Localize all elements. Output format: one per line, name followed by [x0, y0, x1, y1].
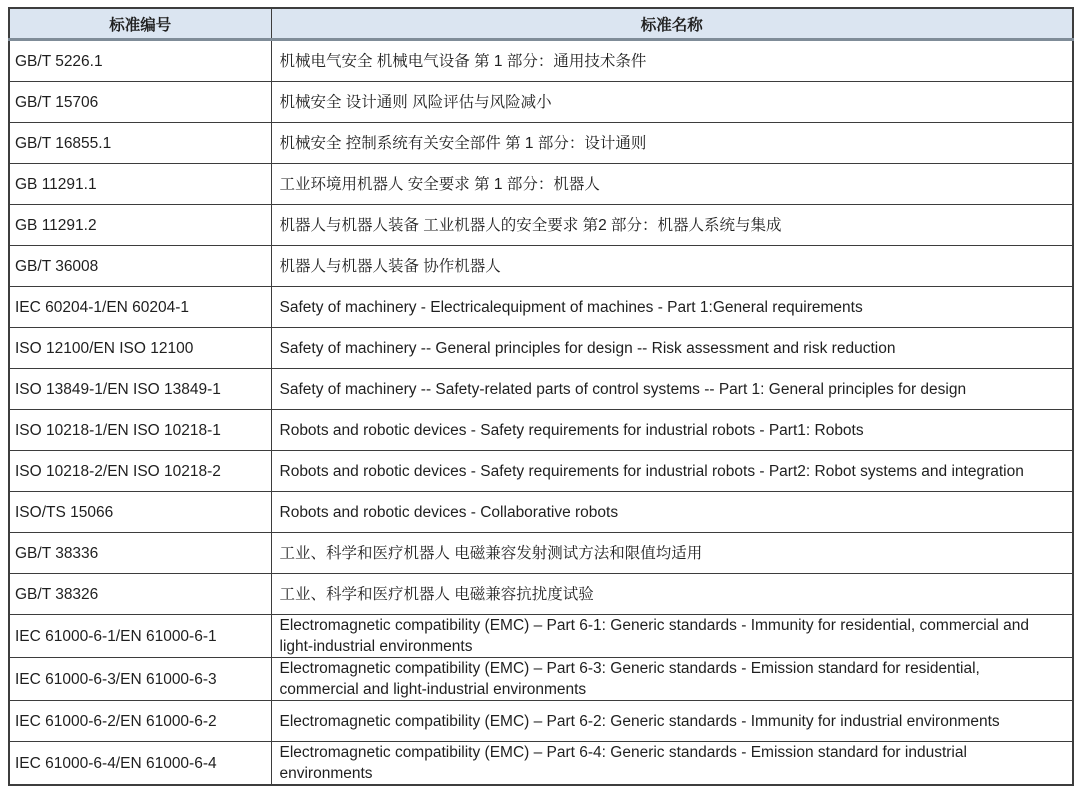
standard-code-cell: ISO 12100/EN ISO 12100	[9, 328, 271, 369]
column-header-standard-name: 标准名称	[271, 8, 1073, 40]
standard-name-cell: Safety of machinery - Electricalequipment of machines - Part 1:General requirements	[271, 287, 1073, 328]
table-row	[9, 574, 1073, 615]
standard-code-cell: IEC 61000-6-3/EN 61000-6-3	[9, 658, 271, 701]
table-row	[9, 492, 1073, 533]
standard-code-cell: ISO 10218-1/EN ISO 10218-1	[9, 410, 271, 451]
standard-name-cell: 工业环境用机器人 安全要求 第 1 部分：机器人	[271, 164, 1073, 205]
standard-name-cell: 机械安全 控制系统有关安全部件 第 1 部分：设计通则	[271, 123, 1073, 164]
standard-name-cell: 机械电气安全 机械电气设备 第 1 部分：通用技术条件	[271, 40, 1073, 82]
header-row	[9, 8, 1073, 40]
table-row	[9, 164, 1073, 205]
standard-name-cell: Electromagnetic compatibility (EMC) – Part 6-1: Generic standards - Immunity for residential, commercial and light-industrial environments	[271, 615, 1073, 658]
table-row	[9, 533, 1073, 574]
standard-code-cell: GB/T 15706	[9, 82, 271, 123]
standard-code-cell: GB 11291.1	[9, 164, 271, 205]
standard-name-cell: Electromagnetic compatibility (EMC) – Part 6-2: Generic standards - Immunity for industrial environments	[271, 701, 1073, 742]
table-row	[9, 451, 1073, 492]
standard-code-cell: IEC 61000-6-4/EN 61000-6-4	[9, 742, 271, 786]
table-row	[9, 40, 1073, 82]
standard-code-cell: ISO 13849-1/EN ISO 13849-1	[9, 369, 271, 410]
column-header-standard-code: 标准编号	[9, 8, 271, 40]
standard-code-cell: GB/T 5226.1	[9, 40, 271, 82]
standard-code-cell: IEC 61000-6-1/EN 61000-6-1	[9, 615, 271, 658]
standard-name-cell: Robots and robotic devices - Collaborative robots	[271, 492, 1073, 533]
table-row	[9, 246, 1073, 287]
table-row	[9, 287, 1073, 328]
table-row	[9, 658, 1073, 701]
standard-code-cell: GB 11291.2	[9, 205, 271, 246]
standard-name-cell: Robots and robotic devices - Safety requirements for industrial robots - Part2: Robot systems and integration	[271, 451, 1073, 492]
standard-code-cell: ISO/TS 15066	[9, 492, 271, 533]
table-row	[9, 369, 1073, 410]
standard-name-cell: Safety of machinery -- General principles for design -- Risk assessment and risk reduction	[271, 328, 1073, 369]
standard-name-cell: Robots and robotic devices - Safety requirements for industrial robots - Part1: Robots	[271, 410, 1073, 451]
table-row	[9, 328, 1073, 369]
standards-table-container	[8, 7, 1074, 786]
standard-code-cell: GB/T 38326	[9, 574, 271, 615]
standards-table	[8, 7, 1074, 786]
table-row	[9, 615, 1073, 658]
standard-name-cell: 工业、科学和医疗机器人 电磁兼容发射测试方法和限值均适用	[271, 533, 1073, 574]
standard-code-cell: IEC 60204-1/EN 60204-1	[9, 287, 271, 328]
standard-code-cell: GB/T 38336	[9, 533, 271, 574]
standard-name-cell: Electromagnetic compatibility (EMC) – Part 6-4: Generic standards - Emission standard for industrial environments	[271, 742, 1073, 786]
table-row	[9, 205, 1073, 246]
standard-name-cell: 机器人与机器人装备 协作机器人	[271, 246, 1073, 287]
standard-code-cell: GB/T 16855.1	[9, 123, 271, 164]
standard-code-cell: ISO 10218-2/EN ISO 10218-2	[9, 451, 271, 492]
table-row	[9, 742, 1073, 786]
standard-code-cell: GB/T 36008	[9, 246, 271, 287]
table-row	[9, 410, 1073, 451]
table-row	[9, 123, 1073, 164]
standard-name-cell: 机械安全 设计通则 风险评估与风险减小	[271, 82, 1073, 123]
standard-name-cell: 工业、科学和医疗机器人 电磁兼容抗扰度试验	[271, 574, 1073, 615]
standard-name-cell: 机器人与机器人装备 工业机器人的安全要求 第2 部分：机器人系统与集成	[271, 205, 1073, 246]
standard-code-cell: IEC 61000-6-2/EN 61000-6-2	[9, 701, 271, 742]
table-row	[9, 701, 1073, 742]
standard-name-cell: Electromagnetic compatibility (EMC) – Part 6-3: Generic standards - Emission standard for residential, commercial and light-industrial environments	[271, 658, 1073, 701]
standard-name-cell: Safety of machinery -- Safety-related parts of control systems -- Part 1: General principles for design	[271, 369, 1073, 410]
table-row	[9, 82, 1073, 123]
